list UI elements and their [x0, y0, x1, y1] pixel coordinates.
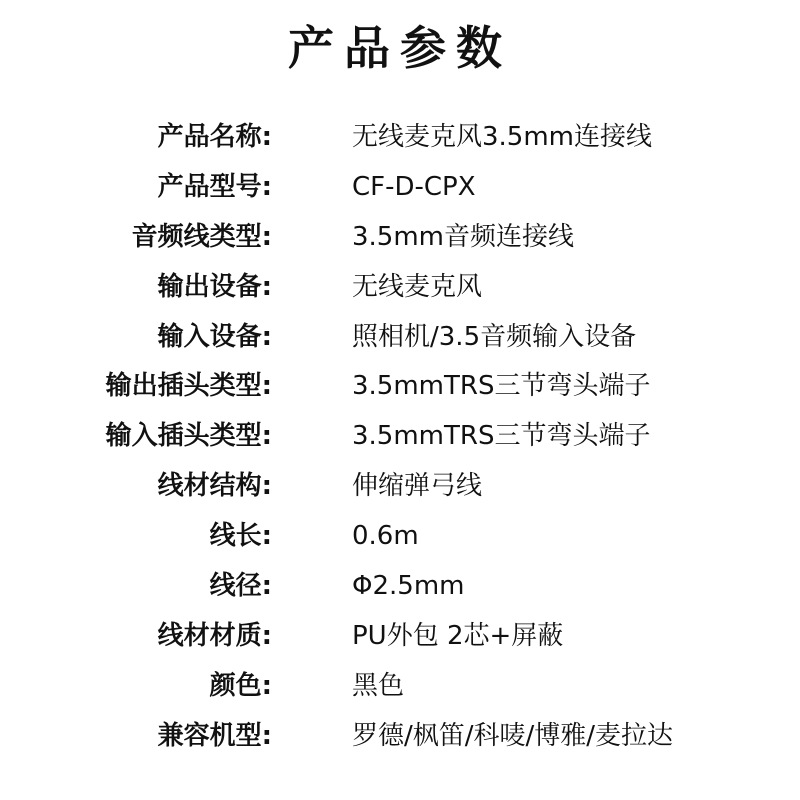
spec-row-output-plug	[0, 361, 800, 411]
spec-value: 3.5mmTRS三节弯头端子	[352, 371, 651, 402]
spec-value: 无线麦克风	[352, 271, 483, 302]
spec-row-cable-diameter	[0, 561, 800, 611]
spec-label: 输出插头类型:	[105, 371, 272, 402]
spec-value: 黑色	[352, 670, 405, 701]
spec-row-input-plug	[0, 411, 800, 461]
spec-value: CF-D-CPX	[352, 171, 476, 202]
spec-row-product-name	[0, 112, 800, 162]
spec-label: 产品名称:	[157, 122, 272, 152]
spec-list	[0, 112, 800, 761]
spec-row-input-device	[0, 312, 800, 362]
spec-value: Φ2.5mm	[352, 571, 465, 602]
spec-row-output-device	[0, 262, 800, 312]
spec-label: 线材材质:	[157, 620, 272, 651]
spec-value: 0.6m	[352, 521, 419, 552]
spec-value: 3.5mm音频连接线	[352, 221, 575, 252]
spec-value: 无线麦克风3.5mm连接线	[352, 122, 653, 152]
spec-row-model	[0, 162, 800, 212]
page-title: 产品参数	[288, 21, 512, 75]
spec-value: 3.5mmTRS三节弯头端子	[352, 421, 651, 452]
spec-label: 输出设备:	[157, 271, 272, 302]
spec-row-cable-type	[0, 212, 800, 262]
spec-label: 输入插头类型:	[105, 421, 272, 452]
spec-value: 伸缩弹弓线	[352, 471, 483, 502]
spec-label: 线径:	[209, 571, 272, 602]
spec-row-cable-material	[0, 611, 800, 661]
spec-label: 音频线类型:	[131, 221, 272, 252]
spec-label: 线长:	[209, 521, 272, 552]
spec-row-cable-structure	[0, 461, 800, 511]
spec-row-color	[0, 661, 800, 711]
spec-label: 颜色:	[209, 670, 272, 701]
spec-label: 输入设备:	[157, 321, 272, 352]
spec-value: 罗德/枫笛/科唛/博雅/麦拉达	[352, 720, 674, 751]
spec-row-cable-length	[0, 511, 800, 561]
spec-value: 照相机/3.5音频输入设备	[352, 321, 637, 352]
spec-value: PU外包 2芯+屏蔽	[352, 620, 564, 651]
spec-label: 产品型号:	[157, 171, 272, 202]
spec-label: 线材结构:	[157, 471, 272, 502]
spec-row-compatible-models	[0, 711, 800, 761]
spec-label: 兼容机型:	[157, 720, 272, 751]
